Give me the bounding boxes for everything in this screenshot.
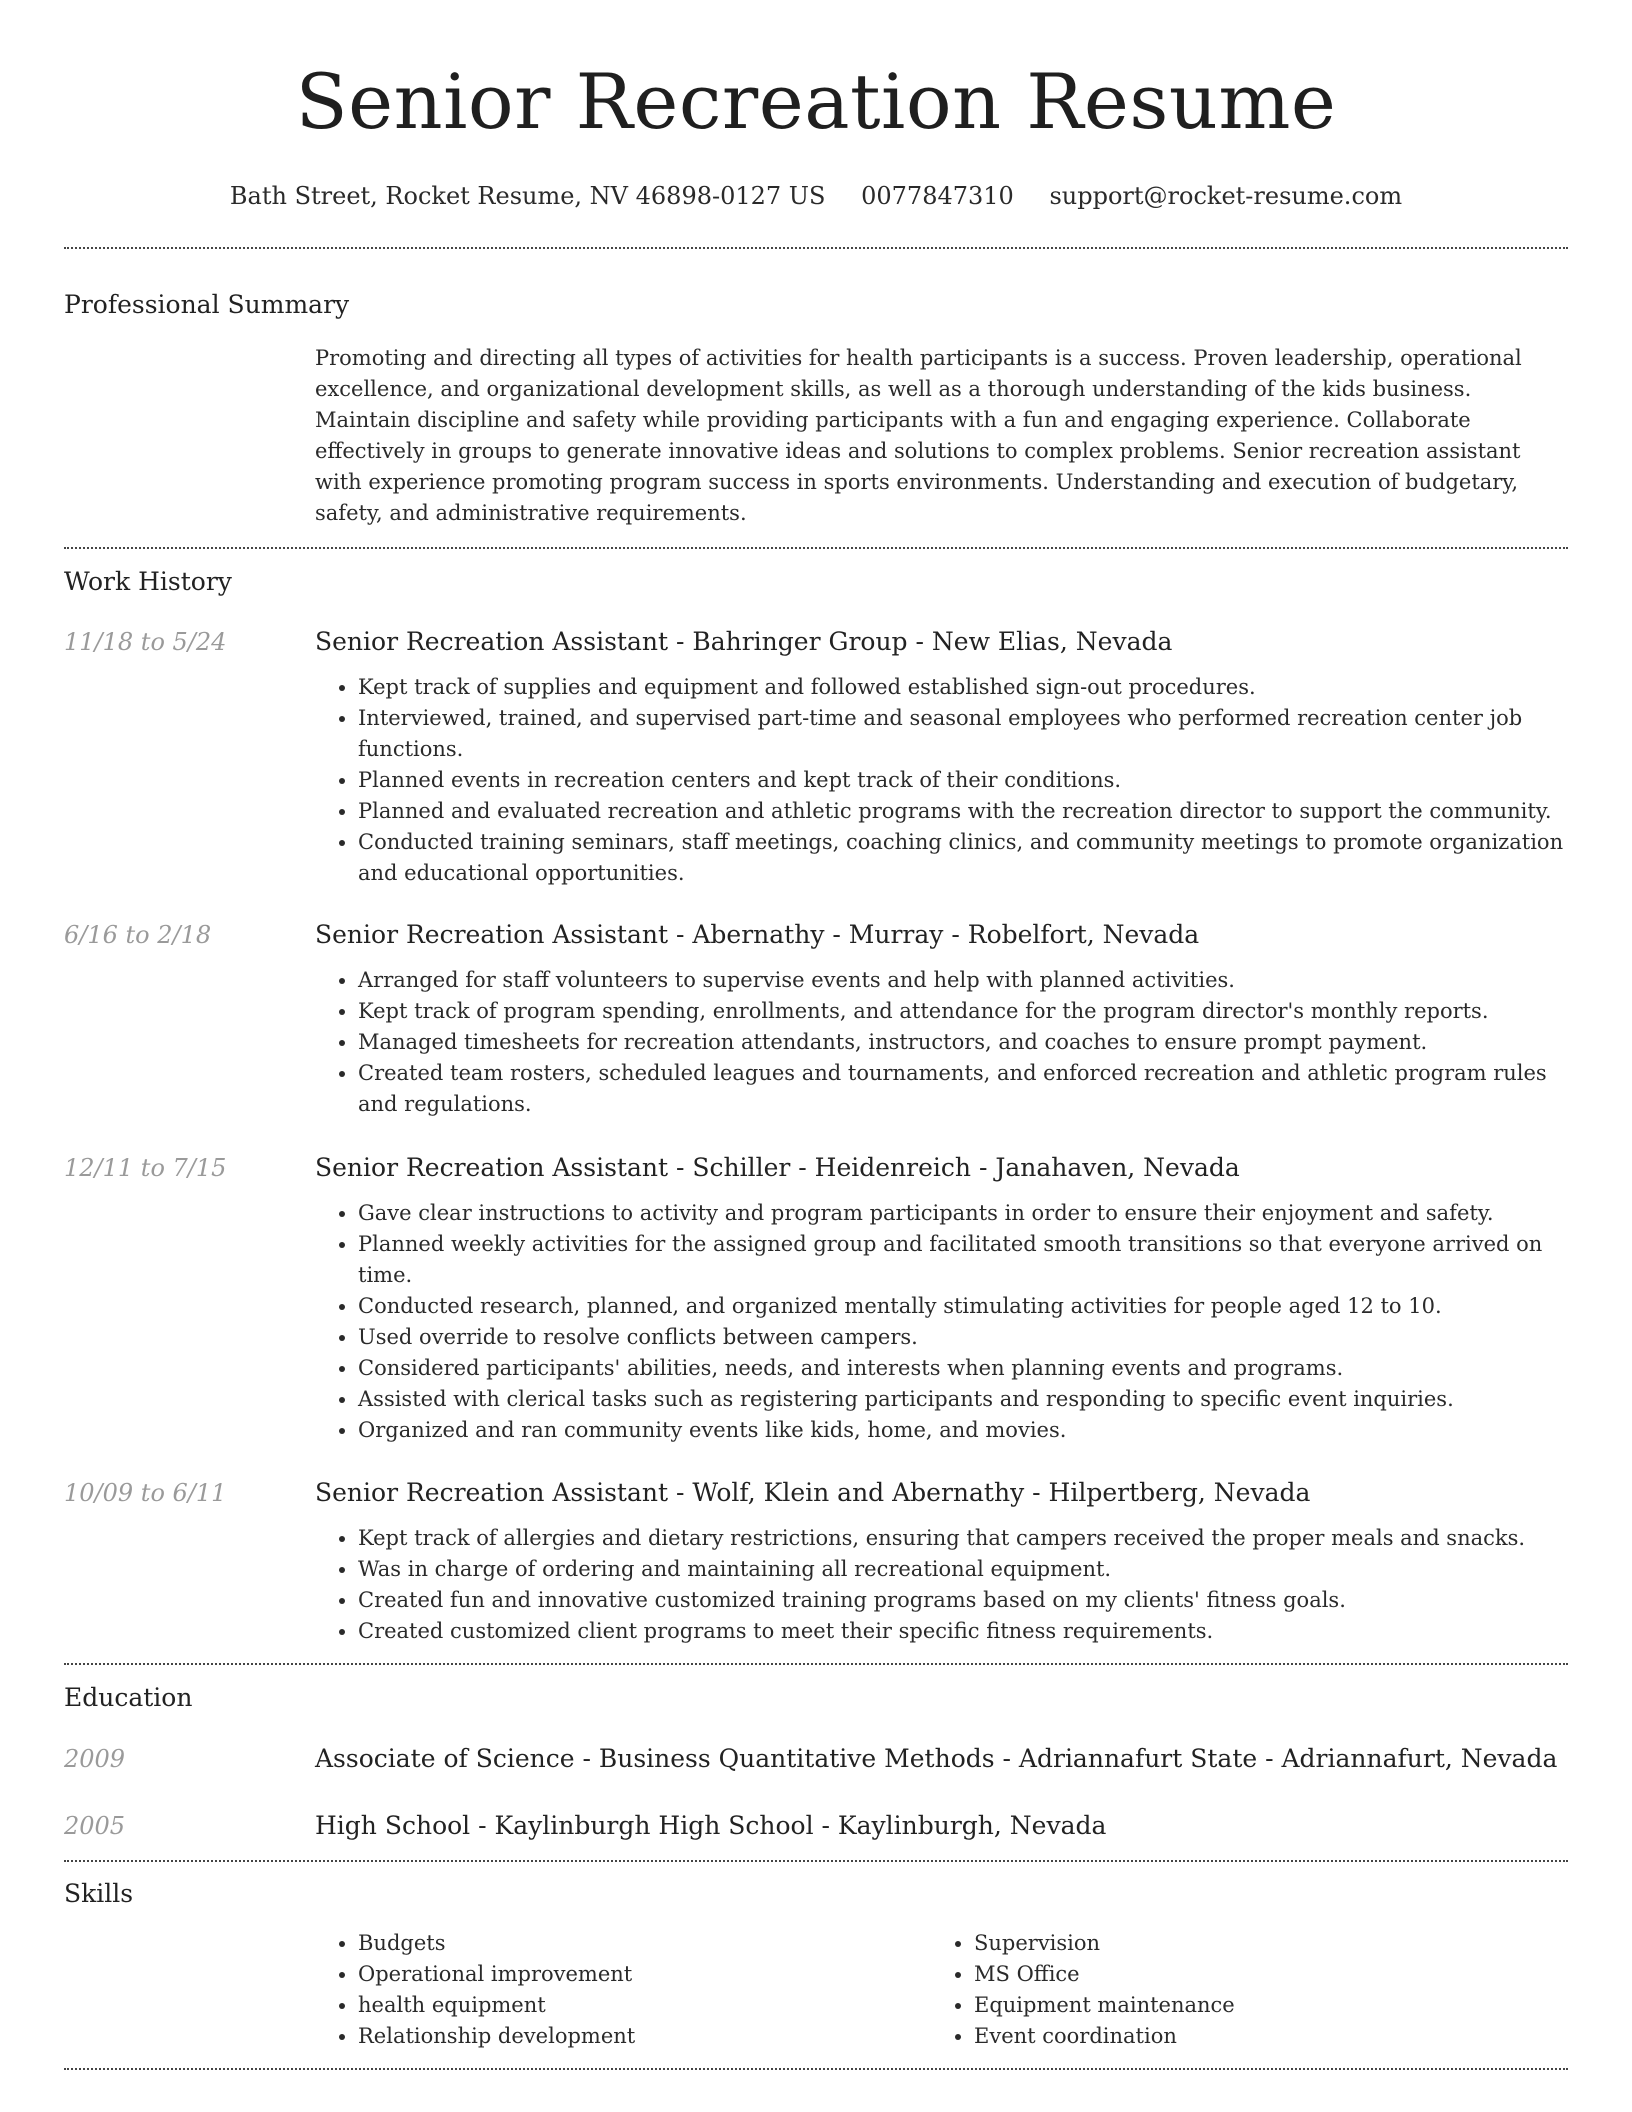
job-dates: 6/16 to 2/18 xyxy=(64,921,212,949)
job-bullet: • Created customized client programs to meet their specific fitness requirements. xyxy=(358,1616,1568,1647)
summary-heading: Professional Summary xyxy=(64,290,350,319)
job-title: Senior Recreation Assistant - Schiller - Heidenreich - Janahaven, Nevada xyxy=(315,1153,1240,1182)
job-bullet: • Arranged for staff volunteers to supervise events and help with planned activities. xyxy=(358,965,1568,996)
job-bullet: • Organized and ran community events like kids, home, and movies. xyxy=(358,1415,1568,1446)
job-title: Senior Recreation Assistant - Abernathy - Murray - Robelfort, Nevada xyxy=(315,920,1200,949)
education-entry xyxy=(64,1743,1568,1775)
job-bullet: • Managed timesheets for recreation attendants, instructors, and coaches to ensure prompt payment. xyxy=(358,1027,1568,1058)
contact-phone: 0077847310 xyxy=(861,182,1014,210)
job-entry xyxy=(64,1477,1568,1647)
resume-title: Senior Recreation Resume xyxy=(295,57,1337,146)
job-bullet: • Gave clear instructions to activity and program participants in order to ensure their enjoyment and safety. xyxy=(358,1198,1568,1229)
job-entry xyxy=(64,1152,1568,1446)
skill-item: • Operational improvement xyxy=(358,1959,931,1990)
job-dates: 12/11 to 7/15 xyxy=(64,1154,227,1182)
education-title: Associate of Science - Business Quantitative Methods - Adriannafurt State - Adriannafurt, Nevada xyxy=(315,1744,1558,1773)
job-bullet: • Used override to resolve conflicts between campers. xyxy=(358,1322,1568,1353)
job-bullet: • Created fun and innovative customized training programs based on my clients' fitness goals. xyxy=(358,1585,1568,1616)
skill-item: • MS Office xyxy=(974,1959,1547,1990)
education-entry xyxy=(64,1810,1568,1842)
job-bullet: • Was in charge of ordering and maintaining all recreational equipment. xyxy=(358,1554,1568,1585)
skill-item: • health equipment xyxy=(358,1990,931,2021)
job-bullet: • Planned events in recreation centers and kept track of their conditions. xyxy=(358,765,1568,796)
job-bullets xyxy=(315,1523,1568,1647)
job-bullets xyxy=(315,672,1568,889)
divider xyxy=(64,2068,1568,2070)
job-bullet: • Conducted research, planned, and organized mentally stimulating activities for people aged 12 to 10. xyxy=(358,1291,1568,1322)
skills-list xyxy=(315,1928,1568,2052)
job-dates: 11/18 to 5/24 xyxy=(64,628,227,656)
job-bullet: • Considered participants' abilities, needs, and interests when planning events and programs. xyxy=(358,1353,1568,1384)
resume-page xyxy=(64,0,1568,2070)
skill-item: • Event coordination xyxy=(974,2021,1547,2052)
job-dates: 10/09 to 6/11 xyxy=(64,1479,227,1507)
skills-heading: Skills xyxy=(64,1879,134,1908)
contact-email: support@rocket-resume.com xyxy=(1049,182,1403,210)
work-history-heading: Work History xyxy=(64,567,232,596)
summary-text: Promoting and directing all types of activities for health participants is a success. Proven leadership, operational excellence, and organizational development skills, as well as a thorough understanding of the kids business. Maintain discipline and safety while providing participants with a fun and engaging experience. Collaborate effectively in groups to generate innovative ideas and solutions to complex problems. Senior recreation assistant with experience promoting program success in sports environments. Understanding and execution of budgetary, safety, and administrative requirements. xyxy=(315,346,1522,525)
skills-column-right xyxy=(931,1928,1547,2052)
skill-item: • Supervision xyxy=(974,1928,1547,1959)
job-bullet: • Planned weekly activities for the assigned group and facilitated smooth transitions so that everyone arrived on time. xyxy=(358,1229,1568,1291)
education-title: High School - Kaylinburgh High School - Kaylinburgh, Nevada xyxy=(315,1811,1107,1840)
education-year: 2005 xyxy=(64,1812,126,1840)
job-bullet: • Planned and evaluated recreation and athletic programs with the recreation director to support the community. xyxy=(358,796,1568,827)
skill-item: • Equipment maintenance xyxy=(974,1990,1547,2021)
job-bullet: • Interviewed, trained, and supervised part-time and seasonal employees who performed recreation center job functions. xyxy=(358,703,1568,765)
education-heading: Education xyxy=(64,1683,193,1712)
contact-address: Bath Street, Rocket Resume, NV 46898-0127 US xyxy=(229,182,826,210)
skill-item: • Budgets xyxy=(358,1928,931,1959)
contact-line xyxy=(64,180,1568,212)
job-entry xyxy=(64,919,1568,1120)
job-bullet: • Conducted training seminars, staff meetings, coaching clinics, and community meetings to promote organization and educational opportunities. xyxy=(358,827,1568,889)
education-year: 2009 xyxy=(64,1745,126,1773)
job-bullets xyxy=(315,1198,1568,1446)
job-bullet: • Assisted with clerical tasks such as registering participants and responding to specific event inquiries. xyxy=(358,1384,1568,1415)
job-bullets xyxy=(315,965,1568,1120)
job-bullet: • Kept track of supplies and equipment and followed established sign-out procedures. xyxy=(358,672,1568,703)
job-bullet: • Created team rosters, scheduled leagues and tournaments, and enforced recreation and athletic program rules and regulations. xyxy=(358,1058,1568,1120)
job-title: Senior Recreation Assistant - Wolf, Klein and Abernathy - Hilpertberg, Nevada xyxy=(315,1478,1311,1507)
job-bullet: • Kept track of program spending, enrollments, and attendance for the program director's monthly reports. xyxy=(358,996,1568,1027)
job-title: Senior Recreation Assistant - Bahringer Group - New Elias, Nevada xyxy=(315,627,1173,656)
skill-item: • Relationship development xyxy=(358,2021,931,2052)
job-entry xyxy=(64,626,1568,889)
job-bullet: • Kept track of allergies and dietary restrictions, ensuring that campers received the proper meals and snacks. xyxy=(358,1523,1568,1554)
skills-column-left xyxy=(315,1928,931,2052)
